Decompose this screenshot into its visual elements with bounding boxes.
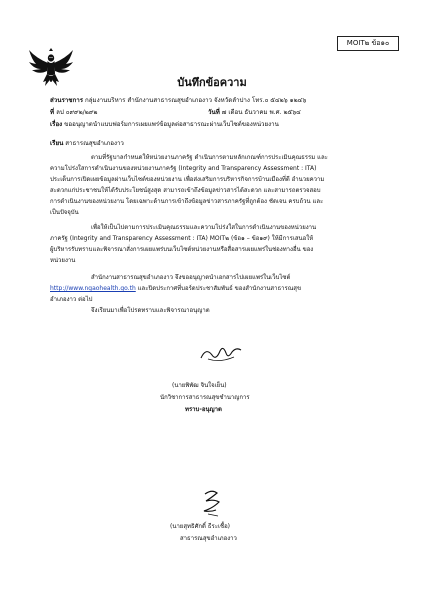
paragraph-line: การดำเนินงานของหน่วยงาน โดยเฉพาะด้านการเข้าถึงข้อมูลข่าวสารภาครัฐที่ถูกต้อง ชัดเจน ครบถ้วน และ — [50, 198, 324, 205]
signer-2-position: สาธารณสุขอำเภองาว — [180, 535, 237, 542]
paragraph-line: สะดวกแก่ประชาชนให้ได้รับประโยชน์สูงสุด สามารถเข้าถึงข้อมูลข่าวสารได้สะดวก และสามารถตรวจสอบ — [50, 187, 321, 194]
memo-title: บันทึกข้อความ — [177, 76, 247, 89]
paragraph-line: อำเภองาว ต่อไป — [50, 296, 93, 303]
agency-row — [50, 97, 306, 105]
paragraph-line: ความโปร่งใสการดำเนินงานของหน่วยงานภาครัฐ (Integrity and Transparency Assessment : ITA) — [50, 165, 317, 172]
agency-label: ส่วนราชการ — [50, 97, 84, 104]
signer-1-name: (นายพิพัฒ จินใจเย็น) — [172, 382, 227, 389]
agency-value: กลุ่มงานบริหาร สำนักงานสาธารณสุขอำเภองาว จังหวัดลำปาง โทร.๐ ๕๔๒๖ ๑๒๔๖ — [85, 97, 307, 104]
salutation — [50, 140, 124, 148]
subject-label: เรื่อง — [50, 121, 63, 128]
paragraph-1 — [50, 152, 374, 218]
paragraph-2 — [50, 222, 374, 266]
signer-2-name: (นายสุทธิศักดิ์ ธีระเชื้อ) — [170, 523, 231, 530]
salutation-label: เรียน — [50, 140, 64, 147]
paragraph-line: ตามที่รัฐบาลกำหนดให้หน่วยงานภาครัฐ ดำเนินการตามหลักเกณฑ์การประเมินคุณธรรม และ — [91, 154, 328, 161]
paragraph-text: และปิดประกาศที่บอร์ดประชาสัมพันธ์ ของสำนักงานสาธารณสุข — [135, 285, 302, 292]
paragraph-line: เพื่อให้เป็นไปตามการประเมินคุณธรรมและความโปร่งใสในการดำเนินงานของหน่วยงาน — [91, 224, 317, 231]
document-reference-box: MOIT๒ ข้อ๑๐ — [337, 36, 399, 51]
salutation-value: สาธารณสุขอำเภองาว — [65, 140, 124, 147]
paragraph-line — [50, 283, 374, 294]
date-value: ๗ เดือน ธันวาคม พ.ศ. ๒๕๖๔ — [221, 109, 301, 116]
date-label: วันที่ — [208, 109, 220, 116]
paragraph-line: หน่วยงาน — [50, 257, 76, 264]
paragraph-line: ภาครัฐ (Integrity and Transparency Assessment : ITA) MOIT๒ (ข้อ๑ – ข้อ๑๙) ให้มีการเสนอให้ — [50, 235, 314, 242]
handwritten-signature-2-icon — [200, 488, 224, 518]
closing-line: จึงเรียนมาเพื่อโปรดทราบและพิจารณาอนุญาต — [91, 307, 210, 314]
date-row — [208, 109, 301, 117]
subject-value: ขออนุญาตนำแบบฟอร์มการเผยแพร่ข้อมูลต่อสาธารณะผ่านเว็บไซต์ของหน่วยงาน — [64, 121, 279, 128]
ref-row — [50, 109, 97, 117]
paragraph-line: เป็นปัจจุบัน — [50, 209, 79, 216]
website-link[interactable]: http://www.ngaohealth.go.th — [50, 285, 136, 292]
paragraph-line: ประเด็นการเปิดเผยข้อมูลผ่านเว็บไซต์ของหน่วยงาน เพื่อส่งเสริมการบริหารกิจการบ้านเมืองที่ดี อำนวยความ — [50, 176, 325, 183]
ref-value: ลป ๐๙๙๒/๒๙๒ — [56, 109, 98, 116]
handwritten-signature-1-icon — [198, 343, 244, 365]
paragraph-line: สำนักงานสาธารณสุขอำเภองาว จึงขออนุญาตนำเอกสารไปเผยแพร่ในเว็บไซต์ — [91, 274, 291, 281]
signer-1-position: นักวิชาการสาธารณสุขชำนาญการ — [160, 394, 250, 401]
subject-row — [50, 121, 279, 129]
paragraph-3 — [50, 272, 374, 316]
approval-note: ทราบ-อนุญาต — [185, 406, 222, 413]
ref-label: ที่ — [50, 109, 55, 116]
paragraph-line: ผู้บริหารรับทราบและพิจารณาสั่งการเผยแพร่บนเว็บไซต์หน่วยงานหรือสื่อสารเผยแพร่ในช่องทางอื่น ของ — [50, 246, 314, 253]
